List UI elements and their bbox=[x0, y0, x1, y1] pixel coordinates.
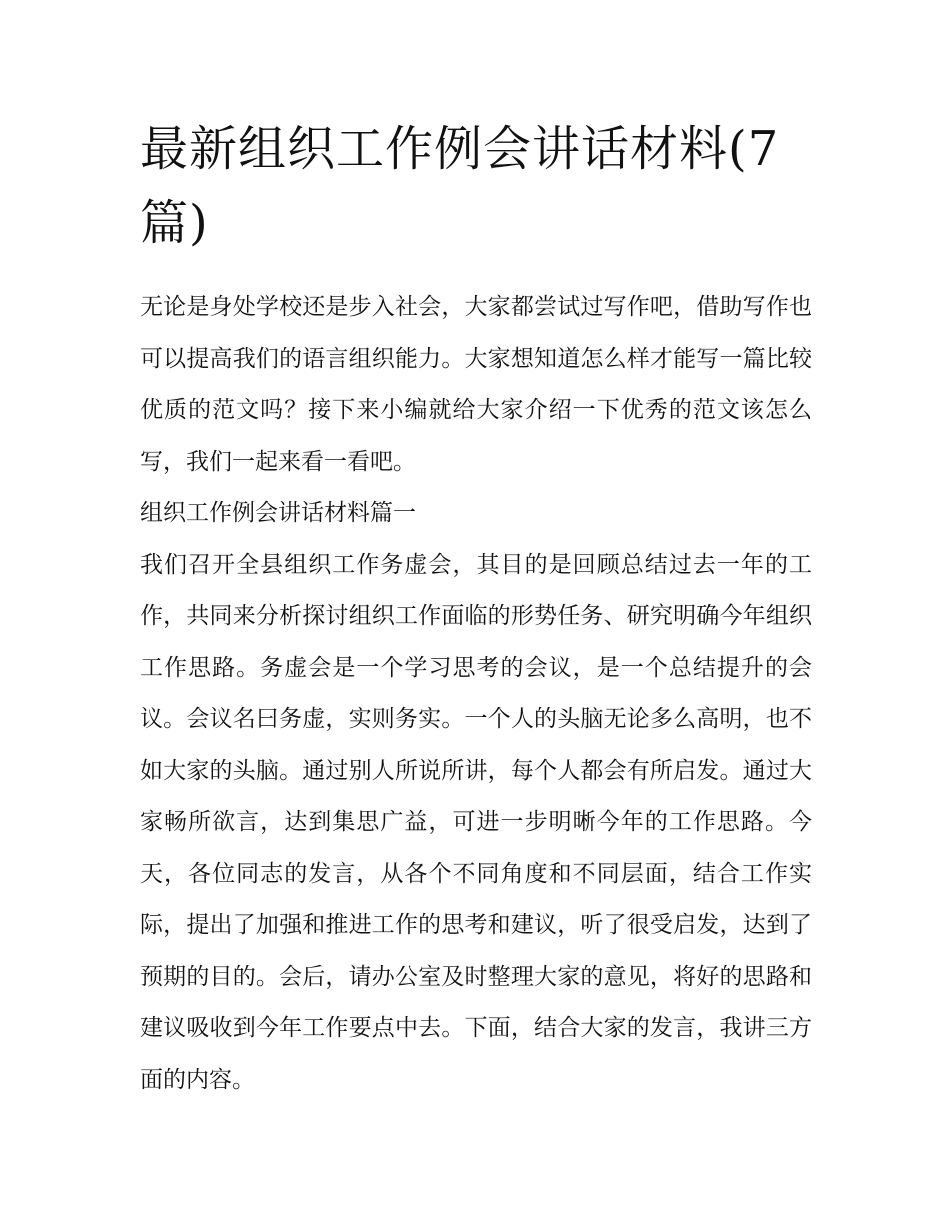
section-heading: 组织工作例会讲话材料篇一 bbox=[140, 500, 416, 526]
intro-paragraph: 无论是身处学校还是步入社会，大家都尝试过写作吧，借助写作也可以提高我们的语言组织能力。大家想知道怎么样才能写一篇比较优质的范文吗？接下来小编就给大家介绍一下优秀的范文该怎么写，我们一起来看一看吧。 bbox=[140, 294, 812, 475]
document-content bbox=[140, 112, 812, 1106]
body-paragraph: 我们召开全县组织工作务虚会，其目的是回顾总结过去一年的工作，共同来分析探讨组织工作面临的形势任务、研究明确今年组织工作思路。务虚会是一个学习思考的会议，是一个总结提升的会议。会议名曰务虚，实则务实。一个人的头脑无论多么高明，也不如大家的头脑。通过别人所说所讲，每个人都会有所启发。通过大家畅所欲言，达到集思广益，可进一步明晰今年的工作思路。今天，各位同志的发言，从各个不同角度和不同层面，结合工作实际，提出了加强和推进工作的思考和建议，听了很受启发，达到了预期的目的。会后，请办公室及时整理大家的意见，将好的思路和建议吸收到今年工作要点中去。下面，结合大家的发言，我讲三方面的内容。 bbox=[140, 551, 812, 1093]
document-title: 最新组织工作例会讲话材料(7篇) bbox=[140, 121, 780, 251]
